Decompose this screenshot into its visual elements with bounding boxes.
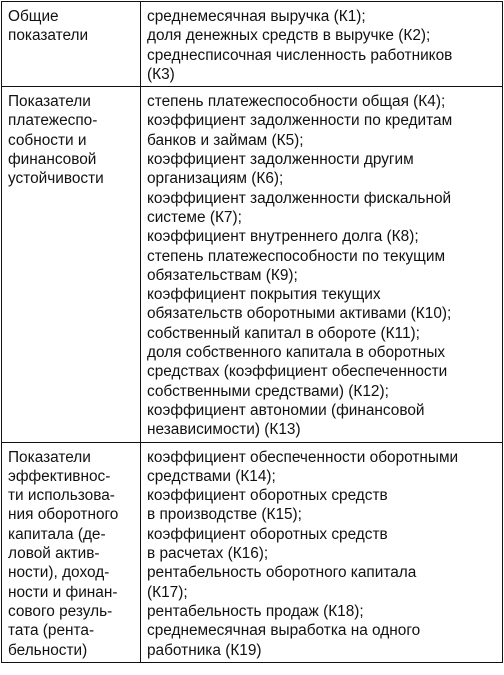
indicator-line: (К3) <box>147 65 175 83</box>
indicator-line: среднемесячная выработка на одного <box>147 622 421 640</box>
indicator-line: коэффициент покрытия текущих <box>147 286 381 304</box>
indicator-line: коэффициент внутреннего долга (К8); <box>147 228 419 246</box>
indicators-cell <box>141 442 503 662</box>
category-line: сового резуль- <box>8 602 113 620</box>
indicator-line: коэффициент задолженности по кредитам <box>147 112 453 130</box>
indicator-line: собственный капитал в обороте (К11); <box>147 324 420 342</box>
indicator-line: банков и займам (К5); <box>147 131 304 149</box>
indicator-line: коэффициент оборотных средств <box>147 487 388 505</box>
category-line: ловой актив- <box>8 545 100 563</box>
category-line: Общие <box>8 8 59 25</box>
indicator-line: средствах (коэффициент обеспеченности <box>147 363 448 381</box>
indicator-line: независимости) (К13) <box>147 421 301 439</box>
indicator-line: коэффициент задолженности фискальной <box>147 189 452 207</box>
indicator-line: системе (К7); <box>147 208 242 226</box>
indicator-line: собственными средствами) (К12); <box>147 382 389 400</box>
category-line: ния оборотного <box>8 506 119 524</box>
table-row <box>2 442 503 662</box>
category-cell <box>2 2 141 87</box>
indicator-line: степень платежеспособности по текущим <box>147 247 446 265</box>
table-row <box>2 2 503 87</box>
category-line: бельности) <box>8 641 88 659</box>
category-line: Показатели <box>8 93 91 111</box>
category-cell <box>2 442 141 662</box>
indicator-line: организациям (К6); <box>147 170 284 188</box>
indicator-line: доля денежных средств в выручке (К2); <box>147 27 431 45</box>
category-line: показатели <box>8 27 89 45</box>
indicator-line: рентабельность продаж (К18); <box>147 602 364 620</box>
indicator-line: доля собственного капитала в оборотных <box>147 344 446 362</box>
indicator-line: в производстве (К15); <box>147 506 302 524</box>
category-line: финансовой <box>8 151 97 169</box>
category-line: ности и финан- <box>8 583 118 601</box>
indicator-line: среднесписочная численность работников <box>147 46 453 64</box>
category-line: платежеспо- <box>8 112 98 130</box>
category-line: тата (рента- <box>8 622 95 640</box>
indicator-line: средствами (К14); <box>147 467 276 485</box>
indicator-line: коэффициент оборотных средств <box>147 525 388 543</box>
category-line: ти использова- <box>8 487 115 505</box>
indicator-line: среднемесячная выручка (К1); <box>147 8 366 25</box>
indicator-line: (К17); <box>147 583 188 601</box>
category-line: капитала (де- <box>8 525 106 543</box>
category-line: устойчивости <box>8 170 104 188</box>
category-cell <box>2 87 141 442</box>
indicator-line: обязательств оборотными активами (К10); <box>147 305 452 323</box>
indicator-line: рентабельность оборотного капитала <box>147 564 417 582</box>
indicators-cell <box>141 87 503 442</box>
indicator-line: работника (К19) <box>147 641 262 659</box>
indicator-line: коэффициент задолженности другим <box>147 151 414 169</box>
indicator-line: в расчетах (К16); <box>147 545 269 563</box>
table-row <box>2 87 503 442</box>
indicator-line: обязательствам (К9); <box>147 266 298 284</box>
indicator-line: коэффициент обеспеченности оборотными <box>147 448 459 466</box>
indicator-line: коэффициент автономии (финансовой <box>147 401 425 419</box>
category-line: ности), доход- <box>8 564 110 582</box>
indicators-cell <box>141 2 503 87</box>
category-line: эффективнос- <box>8 467 111 485</box>
category-line: Показатели <box>8 448 91 466</box>
indicator-line: степень платежеспособности общая (К4); <box>147 93 446 111</box>
indicators-table <box>1 1 503 663</box>
category-line: собности и <box>8 131 87 149</box>
